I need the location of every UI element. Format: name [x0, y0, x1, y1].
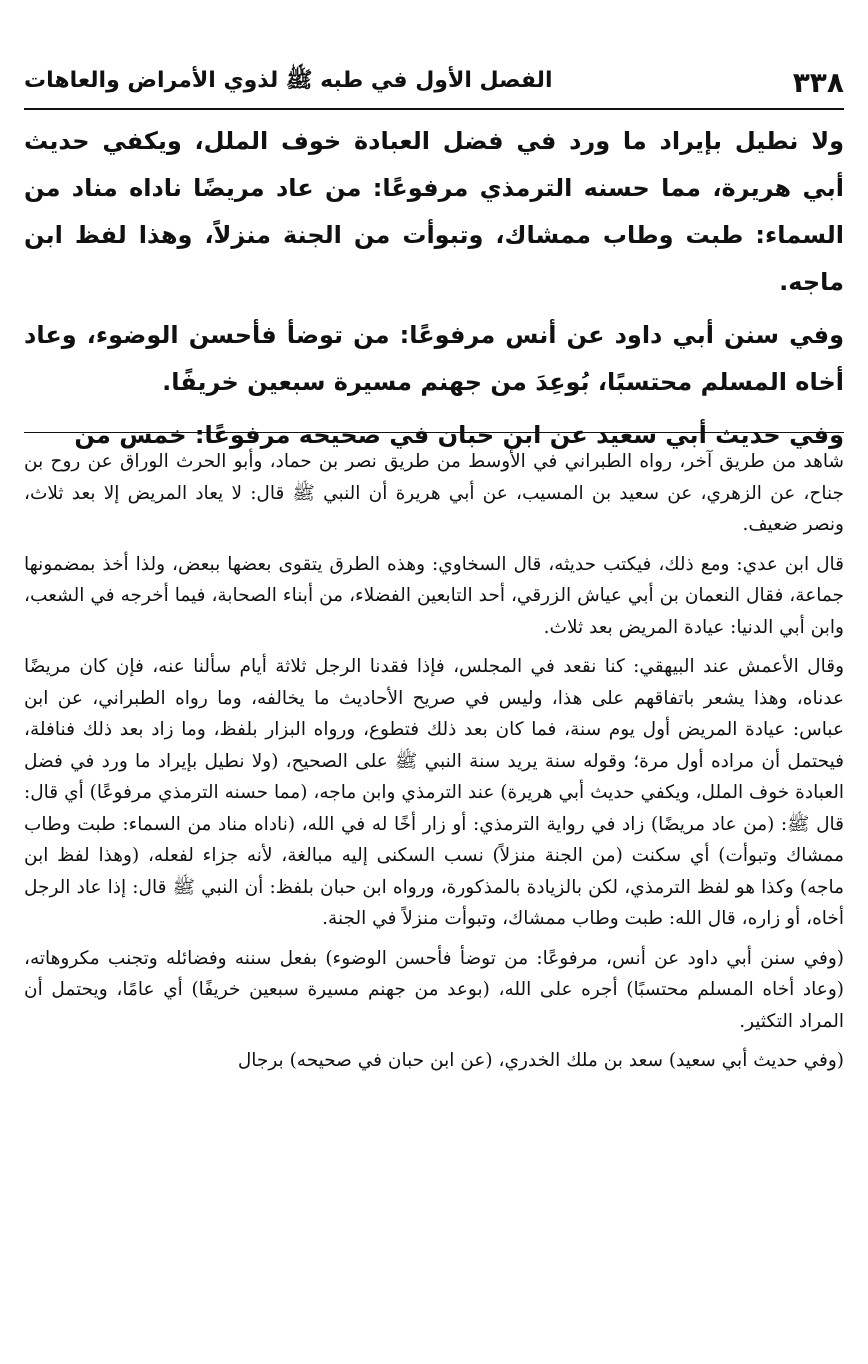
header-rule: [24, 108, 844, 110]
commentary-paragraph: قال ابن عدي: ومع ذلك، فيكتب حديثه، قال السخاوي: وهذه الطرق يتقوى بعضها ببعض، ولذا أخذ بمضمونها جماعة، فقال النعمان بن أبي عياش الزرقي، أحد التابعين الفضلاء، من أبناء الصحابة، فيما أخرجه في الشعب، وابن أبي الدنيا: عيادة المريض بعد ثلاث.: [24, 553, 844, 638]
main-text: [24, 118, 844, 465]
commentary-paragraph: (وفي حديث أبي سعيد) سعد بن ملك الخدري، (عن ابن حبان في صحيحه) برجال: [237, 1050, 844, 1071]
page-header: [24, 60, 844, 104]
main-paragraph: وفي سنن أبي داود عن أنس مرفوعًا: من توضأ فأحسن الوضوء، وعاد أخاه المسلم محتسبًا، بُوعِدَ من جهنم مسيرة سبعين خريفًا.: [24, 321, 844, 396]
commentary: [24, 446, 844, 1085]
footnote-rule: [24, 432, 844, 433]
commentary-paragraph: (وفي سنن أبي داود عن أنس، مرفوعًا: من توضأ فأحسن الوضوء) بفعل سننه وفضائله وتجنب مكروهاته، (وعاد أخاه المسلم محتسبًا) أجره على الله، (بوعد من جهنم مسيرة سبعين خريفًا) أي عامًا، ويحتمل أن المراد التكثير.: [24, 947, 844, 1032]
main-paragraph: وفي حديث أبي سعيد عن ابن حبان في صحيحه مرفوعًا: خمس من: [74, 421, 844, 449]
book-page: [24, 60, 844, 1350]
page-number: ٣٣٨: [792, 65, 844, 99]
running-title: الفصل الأول في طبه ﷺ لذوي الأمراض والعاهات: [24, 68, 553, 93]
main-paragraph: ولا نطيل بإيراد ما ورد في فضل العبادة خوف الملل، ويكفي حديث أبي هريرة، مما حسنه الترمذي مرفوعًا: من عاد مريضًا ناداه مناد من السماء: طبت وطاب ممشاك، وتبوأت من الجنة منزلاً، وهذا لفظ ابن ماجه.: [24, 127, 844, 296]
commentary-paragraph: شاهد من طريق آخر، رواه الطبراني في الأوسط من طريق نصر بن حماد، وأبو الحرث الوراق عن روح بن جناح، عن الزهري، عن سعيد بن المسيب، عن أبي هريرة أن النبي ﷺ قال: لا يعاد المريض إلا بعد ثلاث، ونصر ضعيف.: [24, 451, 844, 535]
commentary-paragraph: وقال الأعمش عند البيهقي: كنا نقعد في المجلس، فإذا فقدنا الرجل ثلاثة أيام سألنا عنه، فإن كان مريضًا عدناه، وهذا يشعر باتفاقهم على هذا، وليس في صريح الأحاديث ما يخالفه، وما رواه الطبراني، عن ابن عباس: عيادة المريض أول يوم سنة، فما كان بعد ذلك فتطوع، ورواه البزار بلفظ، وما زاد بعد ذلك فنافلة، فيحتمل أن مراده أول مرة؛ وقوله سنة يريد سنة النبي ﷺ على الصحيح، (ولا نطيل بإيراد ما ورد في فضل العبادة خوف الملل، ويكفي حديث أبي هريرة) عند الترمذي وابن ماجه، (مما حسنه الترمذي مرفوعًا) أي قال: قال ﷺ: (من عاد مريضًا) زاد في رواية الترمذي: أو زار أخًا له في الله، (ناداه مناد من السماء: طبت وطاب ممشاك وتبوأت) أي سكنت (من الجنة منزلاً) نسب السكنى إليه مبالغة، لأنه جزاء لفعله، (وهذا لفظ ابن ماجه) وكذا هو لفظ الترمذي، لكن بالزيادة بالمذكورة، ورواه ابن حبان بلفظ: أن النبي ﷺ قال: إذا عاد الرجل أخاه، أو زاره، قال الله: طبت وطاب ممشاك، وتبوأت منزلاً في الجنة.: [24, 656, 844, 929]
